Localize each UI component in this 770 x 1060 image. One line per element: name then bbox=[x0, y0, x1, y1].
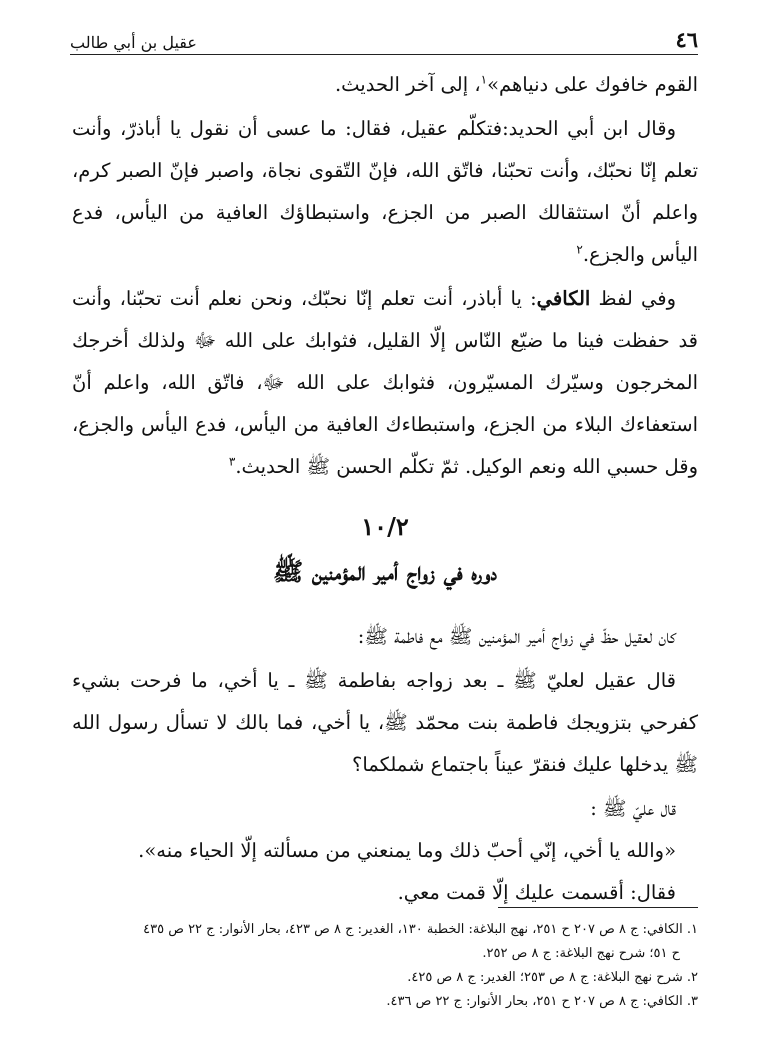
page-number: ٤٦ bbox=[675, 27, 698, 52]
running-title: عقيل بن أبي طالب bbox=[70, 33, 197, 52]
footnote-divider bbox=[498, 907, 698, 908]
footnote-2: ٢. شرح نهج البلاغة: ج ٨ ص ٢٥٣؛ الغدير: ج ٨ ص ٤٢٥. bbox=[407, 970, 698, 985]
paragraph-6: قال عليّ ﷺ : bbox=[590, 797, 676, 820]
paragraph-2-text: وقال ابن أبي الحديد:فتكلّم عقيل، فقال: ما عسى أن نقول يا أباذرّ، وأنت تعلم إنّا نحبّك، وأنت تحبّنا، فاتّق الله، فإنّ التّقوى نجاة، واصبر فإنّ الصبر كرم، واعلم أنّ استثقالك الصبر من الجزع، واستبطاؤك العافية من اليأس، فدع اليأس والجزع. bbox=[72, 117, 698, 266]
footnote-3: ٣. الكافي: ج ٨ ص ٢٠٧ ح ٢٥١، بحار الأنوار: ج ٢٢ ص ٤٣٦. bbox=[386, 994, 698, 1009]
footnote-1-continued: ح ٥١؛ شرح نهج البلاغة: ج ٨ ص ٢٥٢. bbox=[482, 946, 680, 961]
paragraph-3-text: : يا أباذر، أنت تعلم إنّا نحبّك، ونحن نعلم أنت تحبّنا، وأنت قد حفظت فينا ما ضيّع النّاس إلّا القليل، فثوابك على الله ﷻ ولذلك أخرجك المخرجون وسيّرك المسيّرون، فثوابك على الله ﷻ، فاتّق الله، واعلم أنّ استعفاءك البلاء من الجزع، واستبطاءك العافية من اليأس، فدع اليأس والجزع، وقل حسبي الله ونعم الوكيل. ثمّ تكلّم الحسن ﷺ الحديث. bbox=[72, 287, 698, 478]
paragraph-3 bbox=[72, 278, 698, 488]
source-name-kafi: الكافي bbox=[536, 287, 591, 310]
header-divider bbox=[70, 54, 698, 55]
paragraph-3-lead: وفي لفظ bbox=[590, 287, 676, 310]
paragraph-4: كان لعقيل حظّ في زواج أمير المؤمنين ﷺ مع فاطمة ﷺ: bbox=[357, 625, 676, 648]
footnote-ref-3: ٣ bbox=[228, 454, 236, 469]
paragraph-8: فقال: أقسمت عليك إلّا قمت معي. bbox=[397, 881, 676, 904]
main-text bbox=[72, 64, 698, 914]
footnote-ref-1: ١ bbox=[480, 72, 488, 87]
section-number: ١٠/٢ bbox=[361, 512, 409, 541]
paragraph-1-tail: ، إلى آخر الحديث. bbox=[334, 73, 481, 96]
footnotes bbox=[70, 918, 698, 1014]
paragraph-1 bbox=[72, 64, 698, 106]
running-head bbox=[70, 22, 698, 52]
section-title: دوره في زواج أمير المؤمنين ﷺ bbox=[272, 557, 498, 586]
paragraph-2 bbox=[72, 108, 698, 276]
quote-ali: «والله يا أخي، إنّي أحبّ ذلك وما يمنعني من مسألته إلّا الحياء منه». bbox=[138, 839, 676, 862]
footnote-1: ١. الكافي: ج ٨ ص ٢٠٧ ح ٢٥١، نهج البلاغة: الخطبة ١٣٠، الغدير: ج ٨ ص ٤٢٣، بحار الأنوار: ج ٢٢ ص ٤٣٥ bbox=[143, 922, 698, 937]
paragraph-5: قال عقيل لعليّ ﷺ ـ بعد زواجه بفاطمة ﷺ ـ يا أخي، ما فرحت بشيء كفرحي بتزويجك فاطمة بنت محمّد ﷺ، يا أخي، فما بالك لا تسأل رسول الله ﷺ يدخلها عليك فنقرّ عيناً باجتماع شملكما؟ bbox=[72, 669, 698, 776]
footnote-ref-2: ٢ bbox=[576, 242, 583, 257]
paragraph-1-text: القوم خافوك على دنياهم» bbox=[487, 73, 698, 96]
